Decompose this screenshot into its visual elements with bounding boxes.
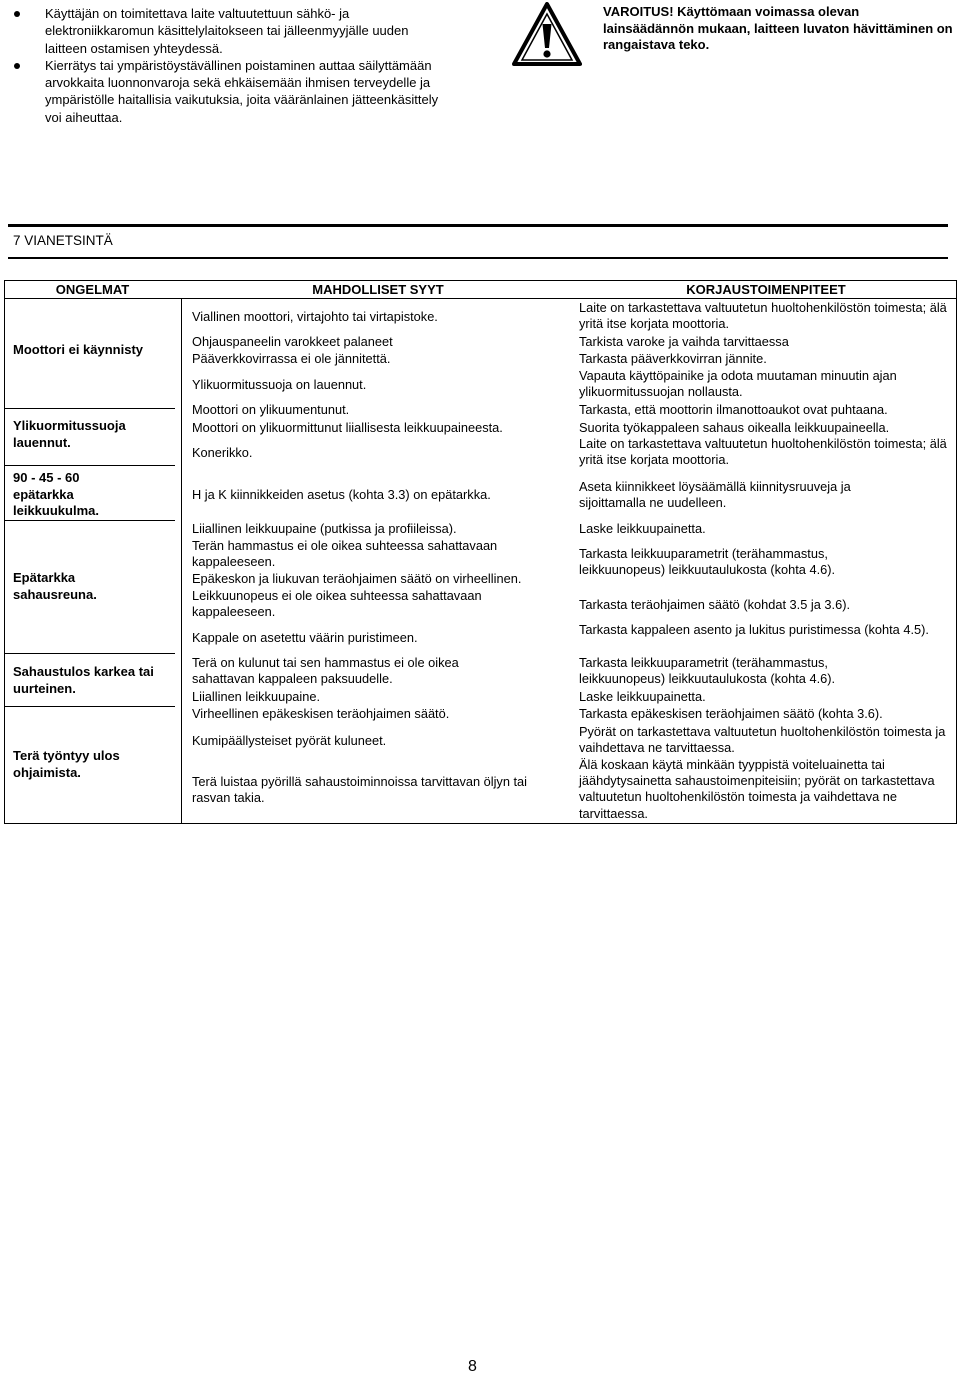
problem-separator	[5, 408, 175, 409]
remedy-cell: Tarkasta leikkuuparametrit (terähammastus, leikkuunopeus) leikkuutaulukosta (kohta 4.6).	[579, 655, 836, 687]
problem-cell: 90 - 45 - 60 epätarkka leikkuukulma.	[13, 470, 99, 518]
problem-separator	[5, 706, 175, 707]
problem-cell: Sahaustulos karkea tai uurteinen.	[13, 664, 154, 696]
remedy-cell: Pyörät on tarkastettava valtuutetun huoltohenkilöstön toimesta ja vaihdettava ne tarvittaessa.	[579, 724, 946, 756]
remedy-cell: Vapauta käyttöpainike ja odota muutaman minuutin ajan ylikuormitussuojan nollausta.	[579, 368, 897, 400]
problem-cell: Terä työntyy ulos ohjaimista.	[13, 748, 120, 780]
cause-cell: Ylikuormitussuoja on lauennut.	[192, 377, 367, 392]
cause-cell: Terän hammastus ei ole oikea suhteessa sahattavaan kappaleeseen.	[192, 538, 498, 570]
cause-cell: Terä luistaa pyörillä sahaustoiminnoissa tarvittavan öljyn tai rasvan takia.	[192, 774, 528, 806]
cause-cell: Moottori on ylikuumentunut.	[192, 402, 350, 417]
cause-cell: Pääverkkovirrassa ei ole jännitettä.	[192, 351, 391, 366]
remedy-cell: Laske leikkuupainetta.	[579, 689, 706, 704]
problem-separator	[5, 465, 175, 466]
section-title: 7 VIANETSINTÄ	[13, 233, 113, 248]
cause-cell: Virheellinen epäkeskisen teräohjaimen säätö.	[192, 706, 450, 721]
remedy-cell: Tarkasta leikkuuparametrit (terähammastus, leikkuunopeus) leikkuutaulukosta (kohta 4.6).	[579, 546, 836, 578]
cause-cell: Liiallinen leikkuupaine (putkissa ja profiileissa).	[192, 521, 457, 536]
remedy-cell: Laite on tarkastettava valtuutetun huoltohenkilöstön toimesta; älä yritä itse korjata moottoria.	[579, 300, 947, 332]
remedy-cell: Tarkasta teräohjaimen säätö (kohdat 3.5 ja 3.6).	[579, 597, 851, 612]
bullet-item: Käyttäjän on toimitettava laite valtuutettuun sähkö- ja elektroniikkaromun käsittelylaitokseen tai jälleenmyyjälle uuden laitteen ostamisen yhteydessä.	[8, 5, 453, 57]
cause-cell: H ja K kiinnikkeiden asetus (kohta 3.3) on epätarkka.	[192, 487, 491, 502]
cause-cell: Konerikko.	[192, 445, 253, 460]
cause-cell: Terä on kulunut tai sen hammastus ei ole oikea sahattavan kappaleen paksuudelle.	[192, 655, 459, 687]
problem-cell: Epätarkka sahausreuna.	[13, 570, 97, 602]
problem-separator	[5, 653, 175, 654]
warning-text: VAROITUS! Käyttömaan voimassa olevan lainsäädännön mukaan, laitteen luvaton hävittäminen on rangaistava teko.	[603, 4, 953, 52]
column-divider	[181, 298, 182, 823]
remedy-cell: Laske leikkuupainetta.	[579, 521, 706, 536]
remedy-cell: Tarkasta kappaleen asento ja lukitus puristimessa (kohta 4.5).	[579, 622, 929, 637]
remedy-cell: Suorita työkappaleen sahaus oikealla leikkuupaineella.	[579, 420, 890, 435]
page-number: 8	[468, 1358, 477, 1375]
cause-cell: Kappale on asetettu väärin puristimeen.	[192, 630, 418, 645]
remedy-cell: Älä koskaan käytä minkään tyyppistä voiteluainetta tai jäähdytysainetta sahaustoimenpiteisiin; pyörät on tarkastettava valtuutetun huoltohenkilöstön toimesta ja vaihdettava ne tarvittaessa.	[579, 757, 935, 821]
warning-triangle-icon	[512, 2, 582, 66]
cause-cell: Ohjauspaneelin varokkeet palaneet	[192, 334, 393, 349]
cause-cell: Viallinen moottori, virtajohto tai virtapistoke.	[192, 309, 438, 324]
cause-cell: Kumipäällysteiset pyörät kuluneet.	[192, 733, 387, 748]
remedy-cell: Aseta kiinnikkeet löysäämällä kiinnitysruuveja ja sijoittamalla ne uudelleen.	[579, 479, 851, 511]
remedy-cell: Laite on tarkastettava valtuutetun huoltohenkilöstön toimesta; älä yritä itse korjata moottoria.	[579, 436, 947, 468]
remedy-cell: Tarkasta pääverkkovirran jännite.	[579, 351, 767, 366]
header-causes: MAHDOLLISET SYYT	[312, 282, 444, 297]
header-problems: ONGELMAT	[55, 282, 130, 297]
troubleshooting-table	[4, 280, 957, 824]
table-header-row	[5, 281, 956, 299]
remedy-cell: Tarkista varoke ja vaihda tarvittaessa	[579, 334, 789, 349]
problem-cell: Moottori ei käynnisty	[13, 342, 144, 357]
bullet-icon	[14, 11, 20, 17]
bullet-icon	[14, 63, 20, 69]
heading-rule-top	[8, 224, 948, 227]
cause-cell: Leikkuunopeus ei ole oikea suhteessa sahattavaan kappaleeseen.	[192, 588, 482, 620]
header-remedies: KORJAUSTOIMENPITEET	[686, 282, 846, 297]
bullet-item: Kierrätys tai ympäristöystävällinen poistaminen auttaa säilyttämään arvokkaita luonnonvaroja sekä ehkäisemään ihmisen terveydelle ja ympäristölle haitallisia vaikutuksia, joita vääränlainen jätteenkäsittely voi aiheuttaa.	[8, 57, 453, 126]
cause-cell: Liiallinen leikkuupaine.	[192, 689, 321, 704]
remedy-cell: Tarkasta, että moottorin ilmanottoaukot ovat puhtaana.	[579, 402, 888, 417]
cause-cell: Moottori on ylikuormittunut liiallisesta leikkuupaineesta.	[192, 420, 503, 435]
disposal-bullet-list	[8, 5, 453, 126]
problem-cell: Ylikuormitussuoja lauennut.	[13, 418, 126, 450]
problem-separator	[5, 520, 175, 521]
cause-cell: Epäkeskon ja liukuvan teräohjaimen säätö on virheellinen.	[192, 571, 522, 586]
remedy-cell: Tarkasta epäkeskisen teräohjaimen säätö (kohta 3.6).	[579, 706, 883, 721]
heading-rule-bottom	[8, 257, 948, 259]
